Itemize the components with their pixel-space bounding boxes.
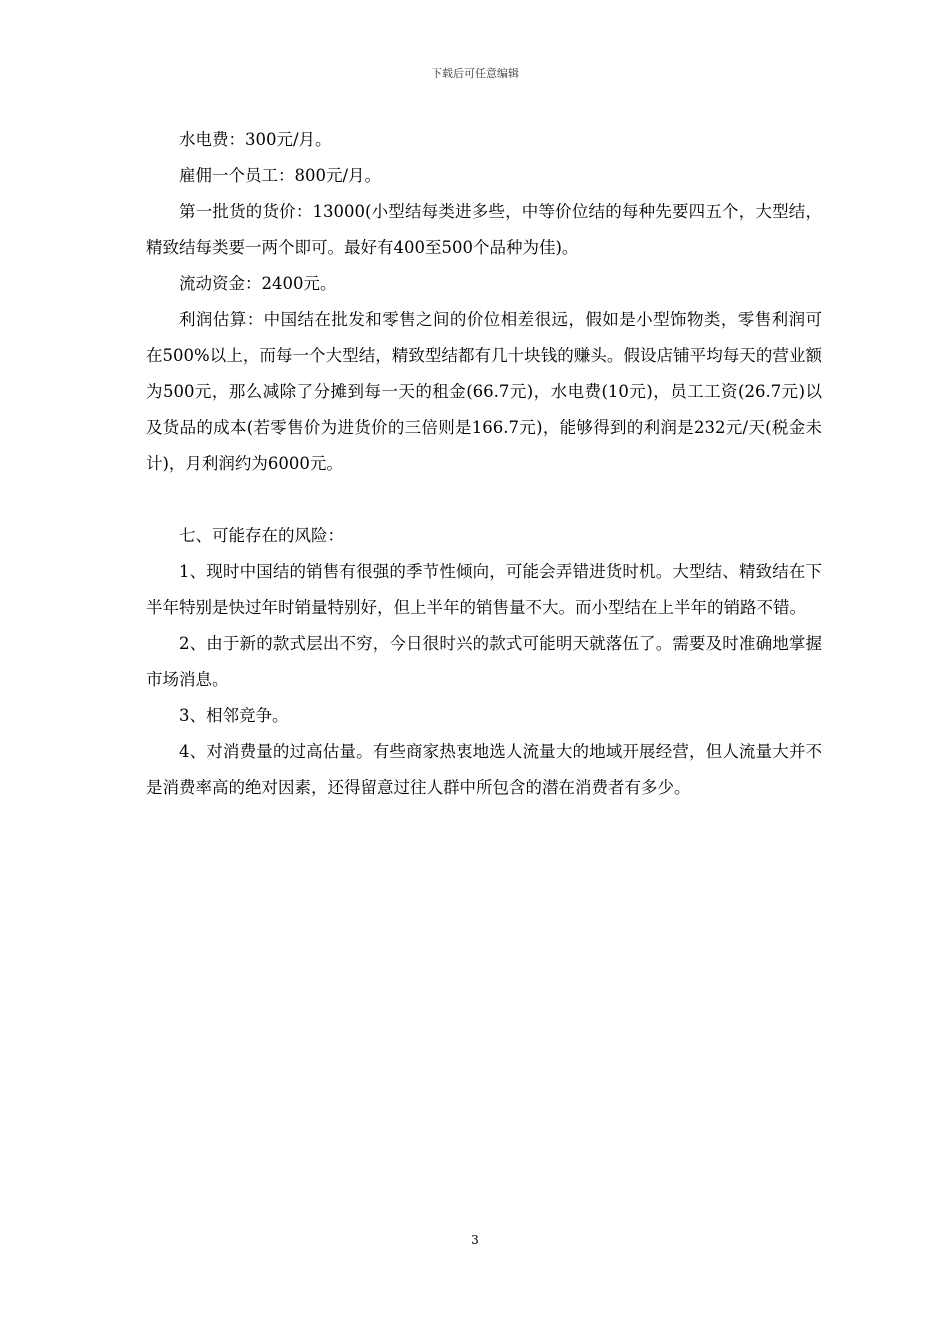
risk-item-1: 1、现时中国结的销售有很强的季节性倾向，可能会弄错进货时机。大型结、精致结在下半年特别是快过年时销量特别好，但上半年的销售量不大。而小型结在上半年的销路不错。 — [146, 562, 822, 617]
document-body — [146, 122, 822, 806]
paragraph-employee: 雇佣一个员工：800元/月。 — [179, 166, 382, 185]
section-title-risks: 七、可能存在的风险： — [179, 526, 344, 545]
paragraph-utilities: 水电费：300元/月。 — [179, 130, 332, 149]
page-number: 3 — [471, 1233, 479, 1247]
risk-item-2: 2、由于新的款式层出不穷，今日很时兴的款式可能明天就落伍了。需要及时准确地掌握市场消息。 — [146, 634, 822, 689]
blank-line — [146, 482, 822, 518]
paragraph-working-capital: 流动资金：2400元。 — [179, 274, 337, 293]
risk-item-4: 4、对消费量的过高估量。有些商家热衷地选人流量大的地域开展经营，但人流量大并不是消费率高的绝对因素，还得留意过往人群中所包含的潜在消费者有多少。 — [146, 742, 822, 797]
page-header: 下载后可任意编辑 — [431, 67, 519, 80]
paragraph-first-stock: 第一批货的货价：13000(小型结每类进多些，中等价位结的每种先要四五个，大型结，精致结每类要一两个即可。最好有400至500个品种为佳)。 — [146, 202, 822, 257]
risk-item-3: 3、相邻竞争。 — [179, 706, 289, 725]
paragraph-profit-estimate: 利润估算：中国结在批发和零售之间的价位相差很远，假如是小型饰物类，零售利润可在500%以上，而每一个大型结，精致型结都有几十块钱的赚头。假设店铺平均每天的营业额为500元，那么减除了分摊到每一天的租金(66.7元)，水电费(10元)，员工工资(26.7元)以及货品的成本(若零售价为进货价的三倍则是166.7元)，能够得到的利润是232元/天(税金未计)，月利润约为6000元。 — [146, 310, 822, 473]
